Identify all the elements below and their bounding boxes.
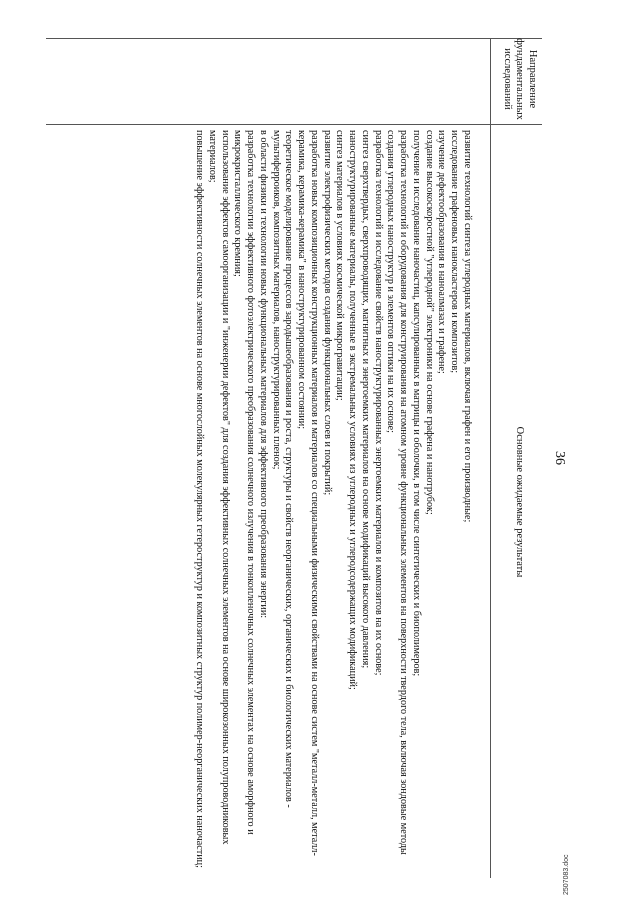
result-item: наноструктурированные материалы, полученные в экстремальных условиях из углеродных и углеродсодержащих модификаций; [347,130,359,690]
table-border-left [46,38,542,39]
table-header-divider [490,38,491,878]
result-item: разработка новых композиционных конструкционных материалов и материалов со специальными физическими свойствами на основе систем "металл-металл, металл-керамика, керамика-керамика" в наноструктурированном состоянии; [296,130,320,856]
rotated-page [43,38,571,878]
result-item: разработка технологии эффективного фотоэлектрического преобразования солнечного излучения в тонкопленочных солнечных элементах на основе аморфного и микрокристаллического кремния; [232,130,257,835]
results-table [46,38,542,878]
page-number: 36 [552,451,567,465]
column-header-results: Основные ожидаемые результаты [514,426,525,578]
result-item: разработка технологий и оборудования для конструирования на атомном уровне функциональных элементов на поверхности твердого тела, включая зондовые методы создания углеродных наноструктур и элементов оптики на их основе; [385,130,410,855]
result-item: получение и исследование наночастиц, капсулированных в матрицы и оболочки, в том числе синтетических и биополимеров; [411,130,422,677]
column-header-direction: Направление фундаментальных исследований [501,38,538,120]
result-item: развитие электрофизических методов создания функциональных слоев и покрытий; [321,130,333,496]
result-item: в области физики и технологии новых функциональных материалов для эффективного преобразования энергии: [258,130,269,619]
table-column-divider [46,124,542,125]
result-item: повышение эффективности солнечных элементов на основе многослойных молекулярных гетероструктур и композитных структур полимер-неорганических наночастиц; [194,130,206,868]
result-item: создание высокоскоростной "углеродной" электроники на основе графена и нанотрубок; [423,130,435,515]
result-item: синтез материалов в условиях космической микрогравитации; [334,130,346,401]
result-item: теоретическое моделирование процессов зародышеобразования и роста, структуры и свойств неорганических, органических и биологических материалов - мультиферроиков, композитных материалов, наноструктурированных пленок; [270,130,295,808]
result-item: разработка технологий и исследование свойств наноструктурированных энергоемких материалов и композитов на их основе; [372,130,384,676]
result-item: исследование графеновых нанокластеров и композитов; [449,130,461,374]
results-list [193,130,474,870]
result-item: изучение дефектообразования в наноалмазах и графене; [436,130,448,374]
result-item: синтез сверхтвердых, сверхпроводящих, магнитных и энергоемких материалов на основе модификаций высокого давления; [360,130,371,669]
document-code: 2507083.doc [563,854,570,895]
result-item: использование эффектов самоорганизации и "инженерии дефектов" для создания эффективных солнечных элементов на основе широкозонных полупроводниковых материалов; [207,130,231,845]
result-item: развитие технологий синтеза углеродных материалов, включая графен и его производные; [462,130,473,523]
